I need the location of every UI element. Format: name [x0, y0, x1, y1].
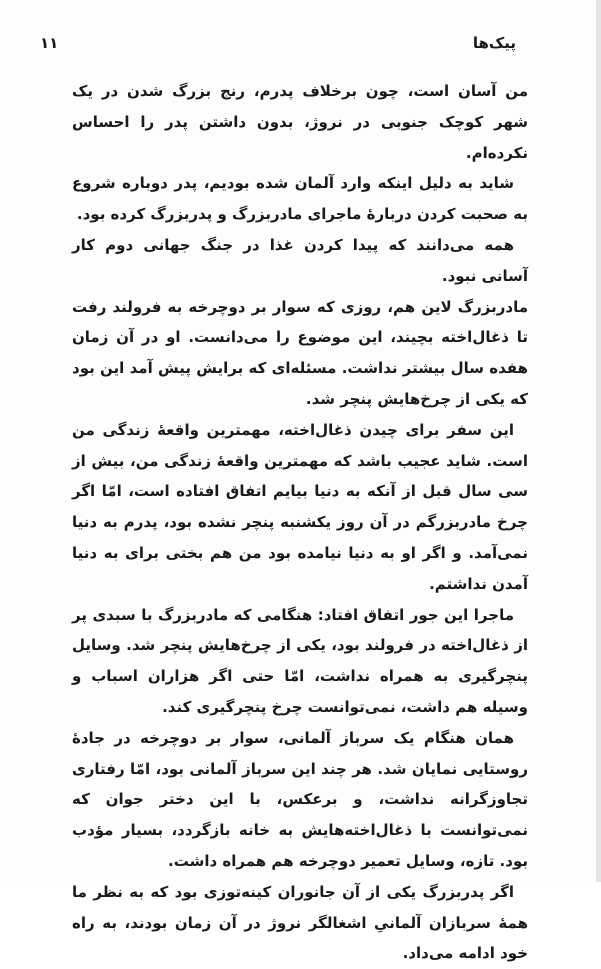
paragraph: مادربزرگ لاین هم، روزی که سوار بر دوچرخه به فرولند رفت تا ذغال‌اخته بچیند، این موضوع را می‌دانست. او در آن زمان هفده سال بیشتر نداشت. مسئله‌ای که برایش پیش آمد این بود که یکی از چرخ‌هایش پنچر شد. [72, 297, 528, 408]
page-header [40, 34, 516, 60]
paragraph: من آسان است، چون برخلاف پدرم، رنج بزرگ شدن در یک شهر کوچک جنوبی در نروژ، بدون داشتن پدر را احساس نکرده‌ام. [72, 82, 528, 162]
paragraph: ماجرا این جور اتفاق افتاد: هنگامی که مادربزرگ با سبدی پر از ذغال‌اخته در فرولند بود، یکی از چرخ‌هایش پنچر شد. وسایل پنچرگیری به همراه نداشت، امّا حتی اگر هزاران اسباب و وسیله هم داشت، نمی‌توانست چرخ پنچرگیری کند. [72, 605, 528, 716]
body-text [72, 76, 528, 969]
page-edge [596, 0, 601, 882]
paragraph: شاید به دلیل اینکه وارد آلمان شده بودیم، پدر دوباره شروع به صحبت کردن دربارهٔ ماجرای مادربزرگ و پدربزرگ کرده بود. [72, 174, 528, 224]
paragraph: همه می‌دانند که پیدا کردن غذا در جنگ جهانی دوم کار آسانی نبود. [72, 235, 528, 285]
paragraph: این سفر برای چیدن ذغال‌اخته، مهمترین واقعهٔ زندگی من است. شاید عجیب باشد که مهمترین واقعهٔ زندگی من، بیش از سی سال قبل از آنکه به دنیا بیایم اتفاق افتاده است، امّا اگر چرخ مادربزرگم در آن روز یکشنبه پنچر نشده بود، پدرم به دنیا نمی‌آمد. و اگر او به دنیا نیامده بود من هم بختی برای به دنیا آمدن نداشتم. [72, 420, 528, 593]
paragraph: همان هنگام یک سرباز آلمانی، سوار بر دوچرخه در جادهٔ روستایی نمایان شد. هر چند این سرباز آلمانی بود، امّا رفتاری تجاوزگرانه نداشت، و برعکس، با این دختر جوان که نمی‌توانست با ذغال‌اخته‌هایش به خانه بازگردد، بسیار مؤدب بود. تازه، وسایل تعمیر دوچرخه هم همراه داشت. [72, 728, 528, 870]
page-number: ۱۱ [40, 34, 59, 52]
paragraph: اگر پدربزرگ یکی از آن جانوران کینه‌توزی بود که به نظر ما همهٔ سربازان آلمانیِ اشغالگر نروژ در آن زمان بودند، به راه خود ادامه می‌داد. [72, 882, 528, 963]
running-title: پیک‌ها [472, 34, 516, 52]
